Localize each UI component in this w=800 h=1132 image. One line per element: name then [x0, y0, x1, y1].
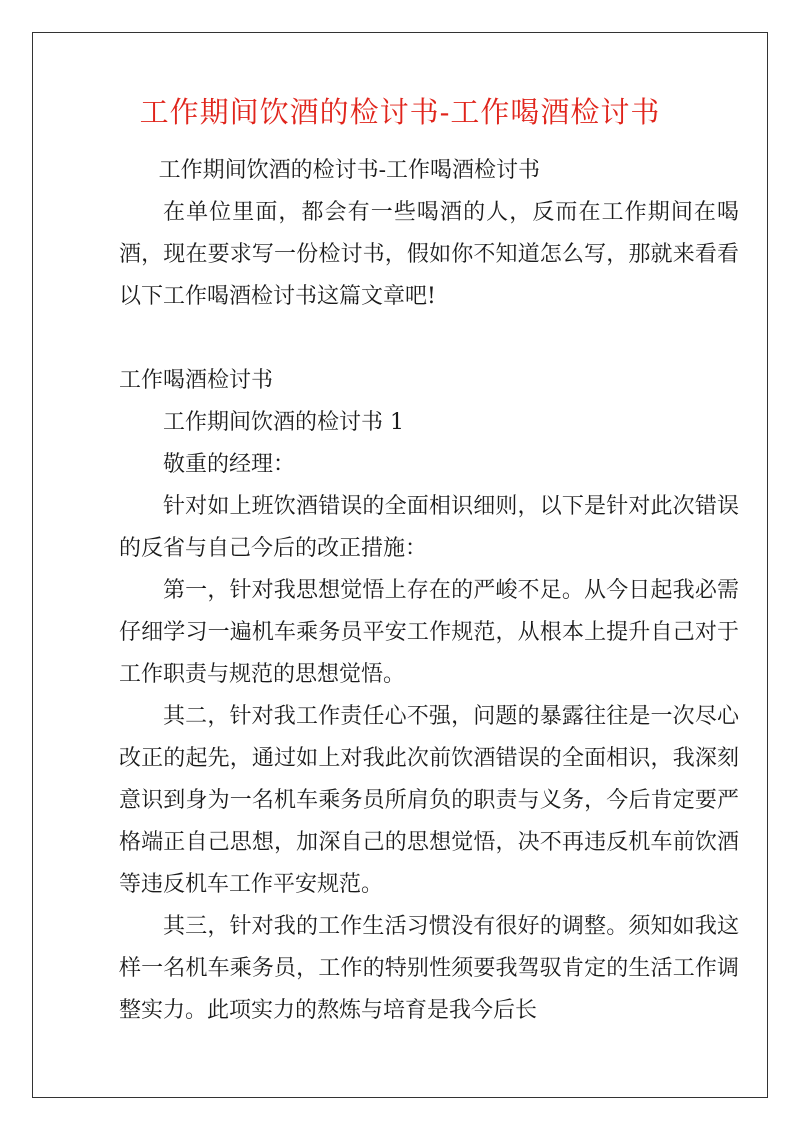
- body-paragraph-1: 针对如上班饮酒错误的全面相识细则，以下是针对此次错误的反省与自己今后的改正措施：: [119, 494, 739, 561]
- intro-paragraph: 在单位里面，都会有一些喝酒的人，反而在工作期间在喝酒，现在要求写一份检讨书，假如你不知道怎么写，那就来看看以下工作喝酒检讨书这篇文章吧!: [119, 200, 739, 309]
- document-title: 工作期间饮酒的检讨书-工作喝酒检讨书: [139, 95, 661, 129]
- document-body: [119, 150, 739, 1032]
- document-subtitle: 工作期间饮酒的检讨书-工作喝酒检讨书: [158, 158, 541, 183]
- salutation: 敬重的经理：: [163, 452, 296, 477]
- letter-title: 工作期间饮酒的检讨书 1: [163, 410, 404, 435]
- body-paragraph-3: 其二，针对我工作责任心不强，问题的暴露往往是一次尽心改正的起先，通过如上对我此次前饮酒错误的全面相识，我深刻意识到身为一名机车乘务员所肩负的职责与义务，今后肯定要严格端正自己思想，加深自己的思想觉悟，决不再违反机车前饮酒等违反机车工作平安规范。: [119, 704, 739, 897]
- body-paragraph-2: 第一，针对我思想觉悟上存在的严峻不足。从今日起我必需仔细学习一遍机车乘务员平安工作规范，从根本上提升自己对于工作职责与规范的思想觉悟。: [119, 578, 739, 687]
- blank-line: [119, 318, 739, 360]
- body-paragraph-4: 其三，针对我的工作生活习惯没有很好的调整。须知如我这样一名机车乘务员，工作的特别性须要我驾驭肯定的生活工作调整实力。此项实力的熬炼与培育是我今后长: [119, 914, 739, 1023]
- section-heading: 工作喝酒检讨书: [119, 368, 274, 393]
